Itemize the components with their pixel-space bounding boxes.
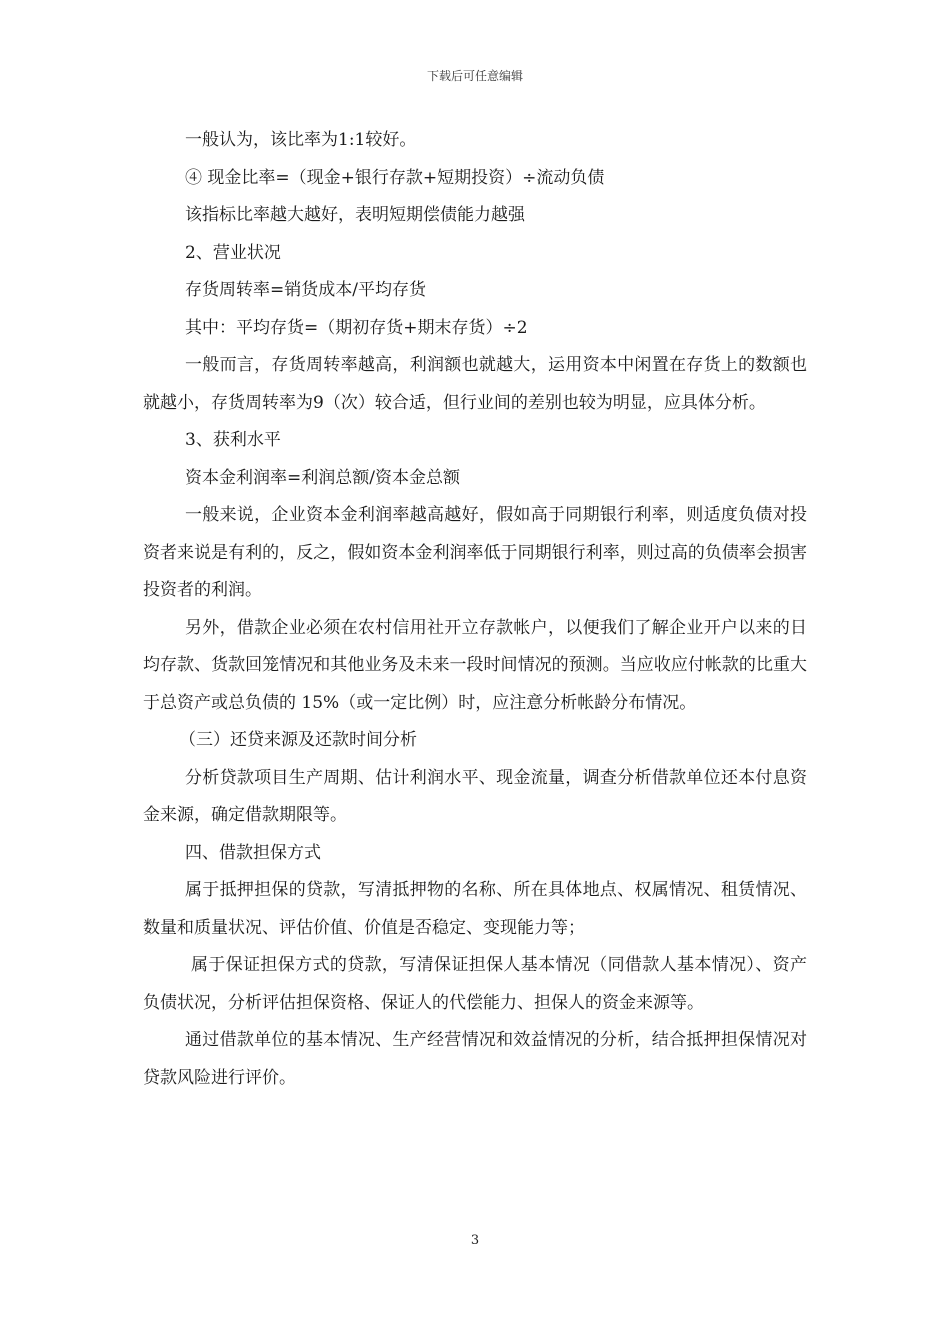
document-body: [143, 122, 807, 1097]
paragraph: 分析贷款项目生产周期、估计利润水平、现金流量，调查分析借款单位还本付息资金来源，确定借款期限等。: [143, 767, 807, 825]
paragraph: 另外，借款企业必须在农村信用社开立存款帐户，以便我们了解企业开户以来的日均存款、货款回笼情况和其他业务及未来一段时间情况的预测。当应收应付帐款的比重大于总资产或总负债的 15%（或一定比例）时，应注意分析帐龄分布情况。: [143, 617, 807, 713]
paragraph: 该指标比率越大越好，表明短期偿债能力越强: [185, 205, 525, 225]
section-heading: 3、获利水平: [185, 430, 281, 450]
page-header: 下载后可任意编辑: [426, 69, 523, 83]
section-heading: （三）还贷来源及还款时间分析: [179, 730, 417, 750]
section-heading: 四、借款担保方式: [185, 842, 321, 863]
paragraph: 通过借款单位的基本情况、生产经营情况和效益情况的分析，结合抵押担保情况对贷款风险进行评价。: [143, 1030, 807, 1088]
formula-line: 存货周转率=销货成本/平均存货: [185, 280, 426, 300]
page-number: 3: [470, 1233, 480, 1248]
paragraph: 一般而言，存货周转率越高，利润额也就越大，运用资本中闲置在存货上的数额也就越小，存货周转率为9（次）较合适，但行业间的差别也较为明显，应具体分析。: [143, 355, 807, 413]
paragraph: 属于保证担保方式的贷款，写清保证担保人基本情况（同借款人基本情况）、资产负债状况，分析评估担保资格、保证人的代偿能力、担保人的资金来源等。: [143, 955, 807, 1013]
formula-line: ④ 现金比率=（现金+银行存款+短期投资）÷流动负债: [185, 167, 605, 188]
formula-line: 资本金利润率=利润总额/资本金总额: [185, 467, 460, 488]
section-heading: 2、营业状况: [185, 242, 281, 263]
paragraph: 一般来说，企业资本金利润率越高越好，假如高于同期银行利率，则适度负债对投资者来说是有利的，反之，假如资本金利润率低于同期银行利率，则过高的负债率会损害投资者的利润。: [143, 505, 807, 600]
formula-line: 其中：平均存货=（期初存货+期末存货）÷2: [185, 317, 528, 338]
paragraph: 属于抵押担保的贷款，写清抵押物的名称、所在具体地点、权属情况、租赁情况、数量和质量状况、评估价值、价值是否稳定、变现能力等；: [143, 880, 807, 938]
paragraph: 一般认为，该比率为1:1较好。: [185, 130, 417, 150]
